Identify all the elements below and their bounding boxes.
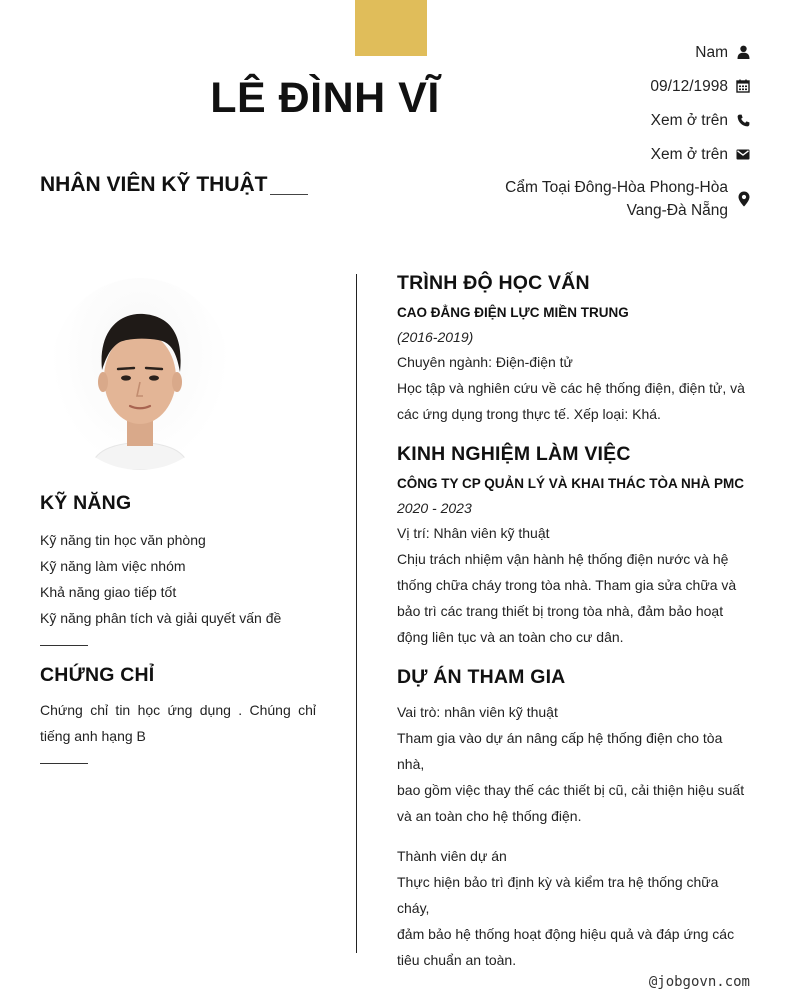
project-role: Vai trò: nhân viên kỹ thuật [397, 704, 558, 720]
contact-gender [450, 40, 750, 64]
projects-title: DỰ ÁN THAM GIA [397, 666, 566, 688]
email-value: Xem ở trên [650, 145, 728, 163]
project-role: Thành viên dự án [397, 848, 507, 864]
person-icon [728, 45, 750, 59]
project-line: Thực hiện bảo trì định kỳ và kiểm tra hệ thống chữa cháy, [397, 874, 719, 916]
phone-icon [728, 114, 750, 127]
skill-item: Kỹ năng làm việc nhóm [40, 558, 186, 574]
birthdate-value: 09/12/1998 [650, 77, 728, 95]
right-column [397, 272, 750, 989]
job-title-underline [270, 194, 308, 195]
skill-item: Kỹ năng phân tích và giải quyết vấn đề [40, 610, 282, 626]
skills-divider [40, 645, 88, 646]
experience-line: động liên tục và an toàn cho cư dân. [397, 629, 624, 645]
education-line: các ứng dụng trong thực tế. Xếp loại: Khá. [397, 406, 661, 422]
experience-line: thống chữa cháy trong tòa nhà. Tham gia sửa chữa và [397, 577, 737, 593]
certificates-title: CHỨNG CHỈ [40, 664, 155, 686]
watermark: @jobgovn.com [648, 974, 750, 990]
job-title [40, 173, 308, 197]
education-title: TRÌNH ĐỘ HỌC VẤN [397, 272, 590, 294]
candidate-name: LÊ ĐÌNH VĨ [210, 74, 440, 122]
skill-item: Khả năng giao tiếp tốt [40, 584, 177, 600]
education-section [397, 272, 750, 427]
skill-item: Kỹ năng tin học văn phòng [40, 532, 206, 548]
phone-value: Xem ở trên [650, 111, 728, 129]
portrait-illustration [50, 278, 230, 470]
education-school: CAO ĐẲNG ĐIỆN LỰC MIỀN TRUNG [397, 305, 629, 320]
experience-company: CÔNG TY CP QUẢN LÝ VÀ KHAI THÁC TÒA NHÀ PMC [397, 476, 745, 491]
contact-phone [450, 108, 750, 132]
project-item [397, 843, 750, 973]
map-pin-icon [728, 191, 750, 207]
profile-photo [50, 278, 230, 470]
experience-line: bảo trì các trang thiết bị trong tòa nhà, đảm bảo hoạt [397, 603, 724, 619]
calendar-icon [728, 79, 750, 93]
gender-value: Nam [695, 43, 728, 61]
certificates-divider [40, 763, 88, 764]
skills-section [40, 492, 316, 646]
contact-info [450, 40, 750, 232]
job-title-text: NHÂN VIÊN KỸ THUẬT [40, 173, 268, 196]
project-line: Tham gia vào dự án nâng cấp hệ thống điện cho tòa nhà, [397, 730, 723, 772]
education-major: Chuyên ngành: Điện-điện tử [397, 354, 573, 370]
envelope-icon [728, 149, 750, 160]
education-period: (2016-2019) [397, 329, 474, 345]
accent-block [355, 0, 427, 56]
project-item [397, 699, 750, 829]
project-line: tiêu chuẩn an toàn. [397, 952, 517, 968]
projects-section [397, 666, 750, 973]
project-line: đảm bảo hệ thống hoạt động hiệu quả và đáp ứng các [397, 926, 735, 942]
education-line: Học tập và nghiên cứu về các hệ thống điện, điện tử, và [397, 380, 745, 396]
contact-email [450, 142, 750, 166]
certificates-text: Chứng chỉ tin học ứng dụng . Chúng chỉ tiếng anh hạng B [40, 702, 316, 744]
experience-title: KINH NGHIỆM LÀM VIỆC [397, 443, 631, 465]
address-value: Cẩm Toại Đông-Hòa Phong-Hòa Vang-Đà Nẵng [505, 179, 728, 219]
certificates-section [40, 664, 316, 764]
column-divider [356, 274, 357, 953]
skills-title: KỸ NĂNG [40, 492, 132, 514]
experience-period: 2020 - 2023 [397, 500, 472, 516]
project-line: bao gồm việc thay thế các thiết bị cũ, cải thiện hiệu suất [397, 782, 745, 798]
skills-list [40, 527, 316, 631]
experience-line: Chịu trách nhiệm vận hành hệ thống điện nước và hệ [397, 551, 729, 567]
contact-birthdate [450, 74, 750, 98]
contact-address [450, 176, 750, 222]
experience-section [397, 443, 750, 650]
project-line: và an toàn cho hệ thống điện. [397, 808, 582, 824]
experience-position: Vị trí: Nhân viên kỹ thuật [397, 525, 550, 541]
